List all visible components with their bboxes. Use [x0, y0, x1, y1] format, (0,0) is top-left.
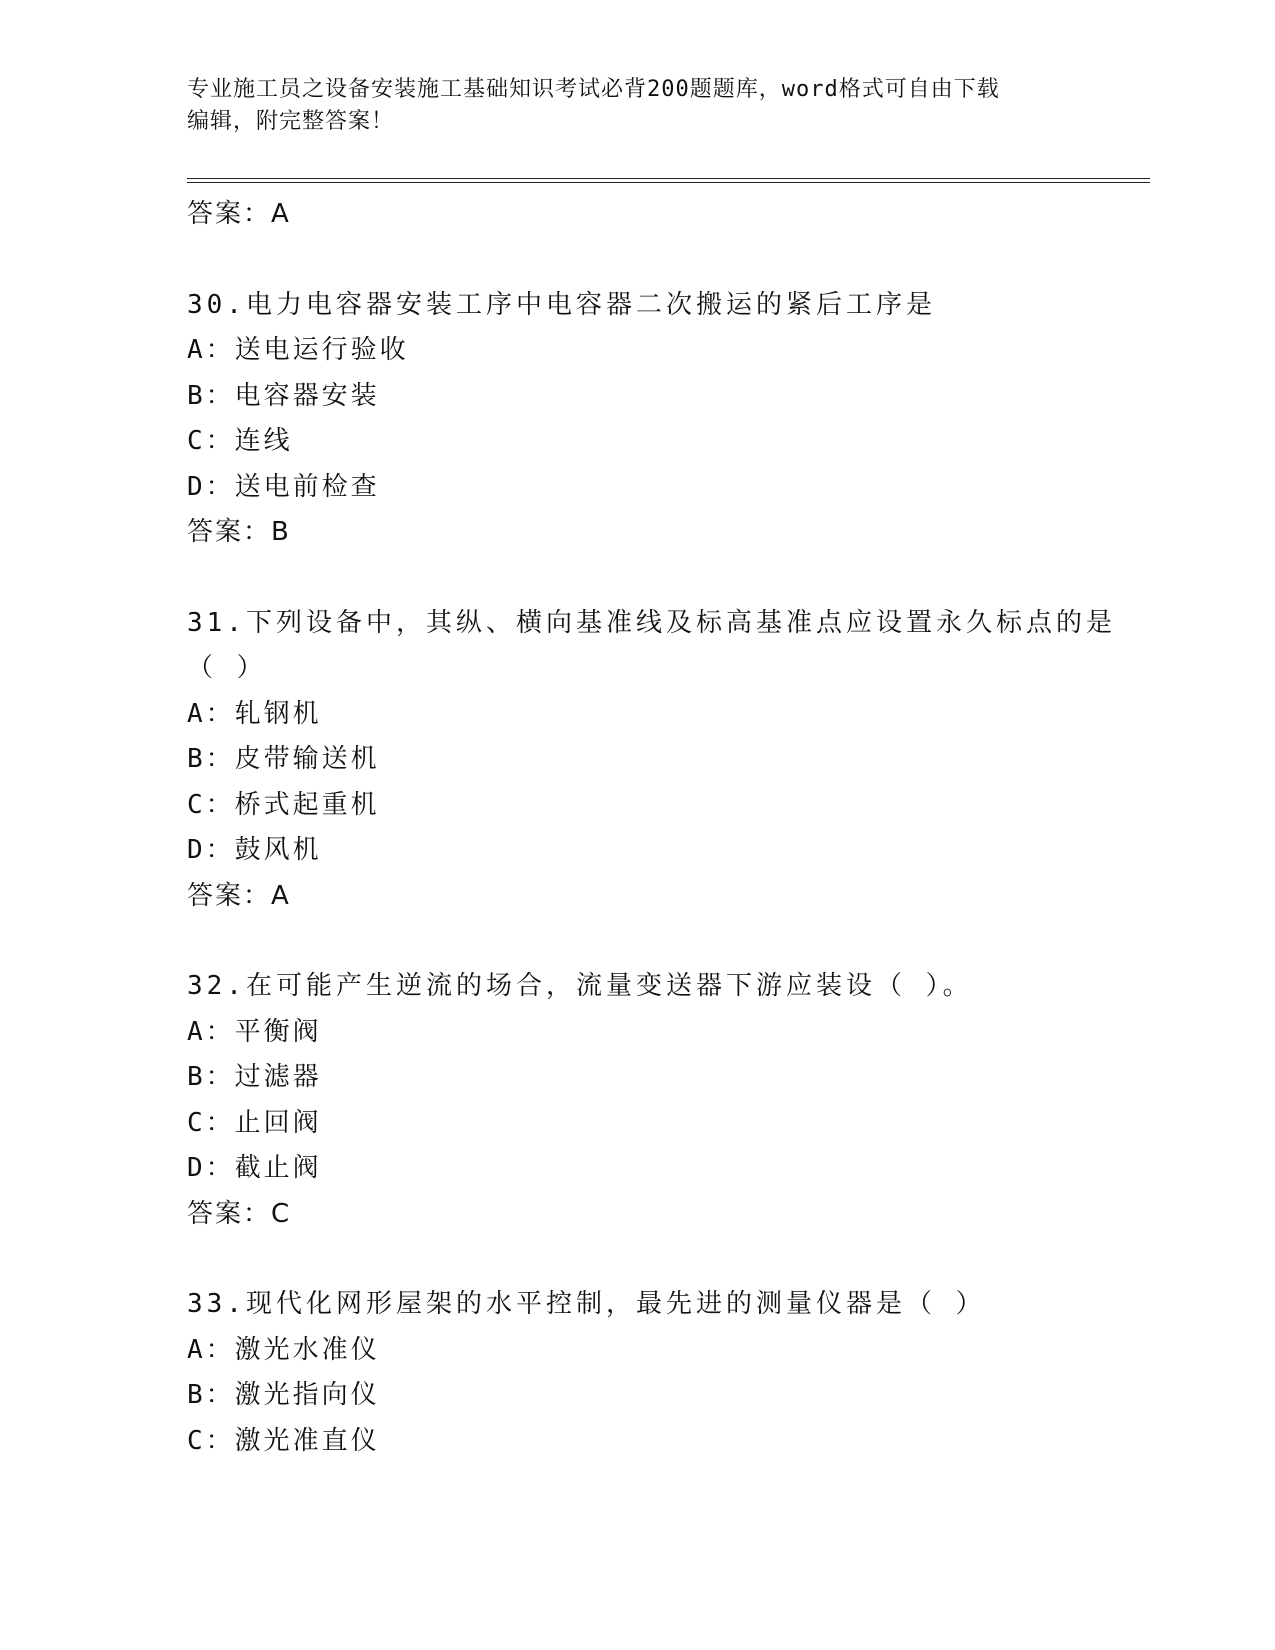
- document-header: [187, 74, 1067, 138]
- option-a: A：激光水准仪: [187, 1334, 380, 1365]
- option-c: C：激光准直仪: [187, 1425, 380, 1456]
- question-stem-continued: （ ）: [187, 653, 267, 683]
- question-32: [187, 964, 1087, 1237]
- option-b: B：过滤器: [187, 1062, 322, 1092]
- option-b: B：激光指向仪: [187, 1380, 380, 1410]
- option-d: D：送电前检查: [187, 471, 380, 502]
- header-divider-bottom: [187, 182, 1150, 183]
- option-c: C：止回阀: [187, 1107, 322, 1138]
- option-b: B：电容器安装: [187, 380, 380, 411]
- header-line-2: 编辑，附完整答案！: [187, 109, 395, 134]
- option-a: A：平衡阀: [187, 1016, 322, 1047]
- header-divider-top: [187, 178, 1150, 179]
- option-c: C：连线: [187, 426, 293, 456]
- option-d: D：鼓风机: [187, 835, 322, 865]
- question-stem: 33.现代化网形屋架的水平控制，最先进的测量仪器是（ ）: [187, 1289, 986, 1319]
- answer-line: 答案：B: [187, 517, 291, 547]
- question-30: [187, 283, 1087, 556]
- question-31: [187, 601, 1116, 920]
- answer-line: 答案：A: [187, 880, 291, 911]
- answer-line: 答案：C: [187, 1198, 292, 1229]
- option-a: A：轧钢机: [187, 698, 322, 729]
- option-c: C：桥式起重机: [187, 789, 380, 820]
- question-list: [187, 192, 1116, 1464]
- question-stem: 32.在可能产生逆流的场合，流量变送器下游应装设（ ）。: [187, 971, 973, 1001]
- answer-line: 答案：A: [187, 199, 291, 229]
- option-b: B：皮带输送机: [187, 744, 380, 774]
- header-line-1: 专业施工员之设备安装施工基础知识考试必背200题题库，word格式可自由下载: [187, 77, 1000, 102]
- option-d: D：截止阀: [187, 1153, 322, 1183]
- question-33: [187, 1282, 1087, 1464]
- question-stem: 30.电力电容器安装工序中电容器二次搬运的紧后工序是: [187, 289, 936, 320]
- option-a: A：送电运行验收: [187, 335, 409, 365]
- question-stem: 31.下列设备中，其纵、横向基准线及标高基准点应设置永久标点的是: [187, 607, 1116, 638]
